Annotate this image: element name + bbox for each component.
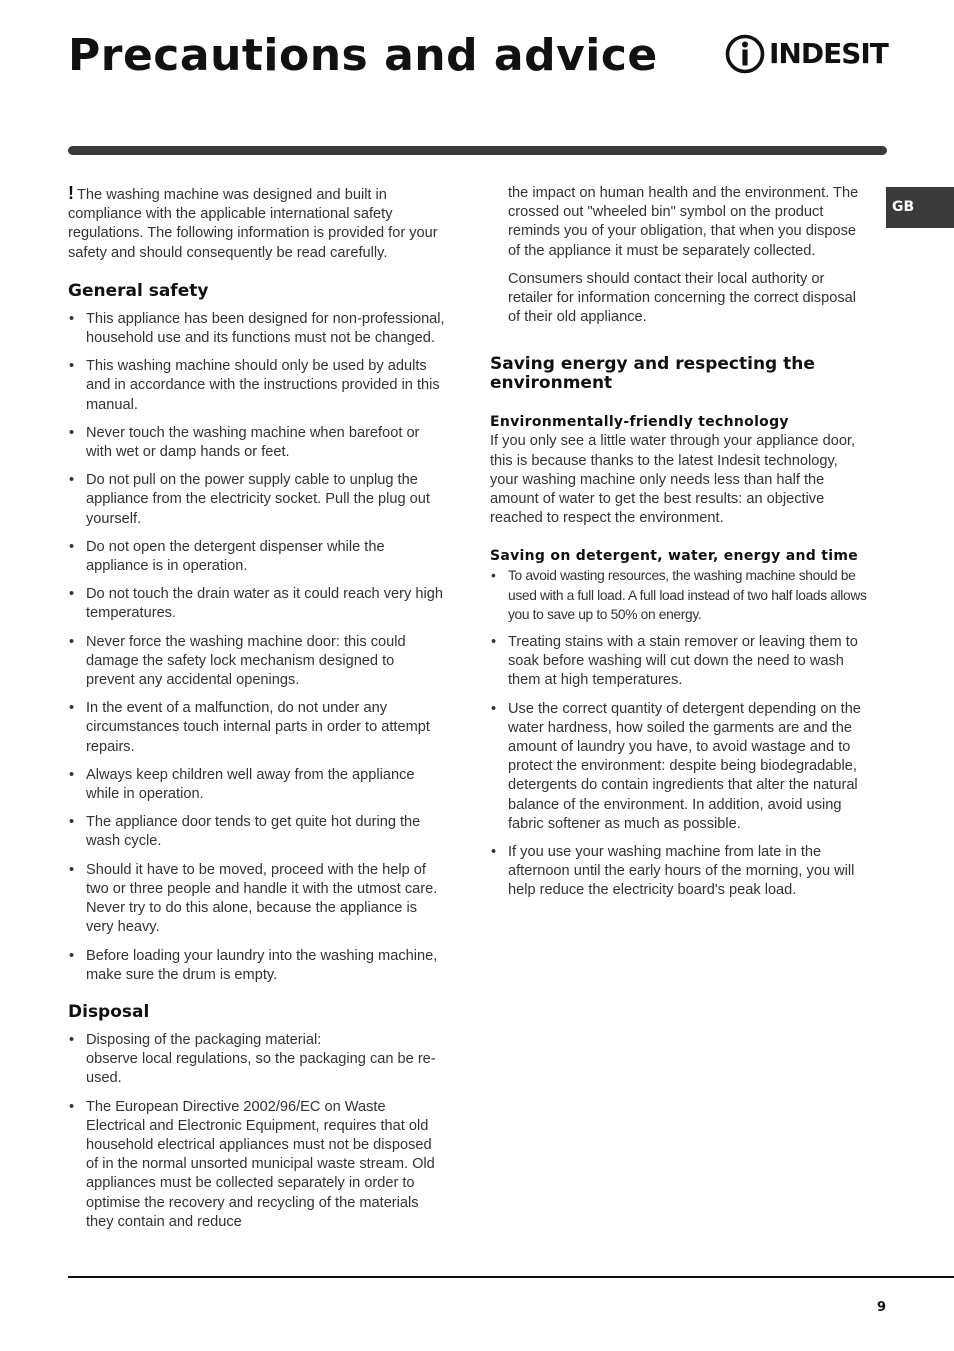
disposal-heading: Disposal <box>68 1001 150 1022</box>
brand-logo <box>725 32 890 78</box>
list-item: • Never force the washing machine door: this could damage the safety lock mechanism designed to prevent any accidental openings. <box>68 633 446 691</box>
list-item: • Do not open the detergent dispenser while the appliance is in operation. <box>68 538 446 576</box>
disposal-item-line2: observe local regulations, so the packaging can be re-used. <box>86 1051 436 1087</box>
list-item: • Should it have to be moved, proceed with the help of two or three people and handle it with the utmost care. Never try to do this alone, because the appliance is very heavy. <box>68 861 446 938</box>
intro-text: The washing machine was designed and built in compliance with the applicable international safety regulations. The following information is provided for your safety and should consequently be read carefully. <box>68 187 438 261</box>
list-item: • This appliance has been designed for non-professional, household use and its functions must not be changed. <box>68 310 446 348</box>
list-item: • Do not touch the drain water as it could reach very high temperatures. <box>68 585 446 623</box>
page-title: Precautions and advice <box>68 30 658 81</box>
indesit-i-icon <box>725 32 765 76</box>
disposal-continued-text: the impact on human health and the environment. The crossed out "wheeled bin" symbol on the product reminds you of your obligation, that when you dispose of the appliance it must be separately collected. <box>508 185 859 259</box>
saving-tips-list <box>490 566 868 900</box>
list-item: • If you use your washing machine from late in the afternoon until the early hours of the morning, you will help reduce the electricity board's peak load. <box>490 843 868 901</box>
list-item: • Never touch the washing machine when barefoot or with wet or damp hands or feet. <box>68 424 446 462</box>
list-item <box>68 1031 446 1089</box>
eco-technology-text: If you only see a little water through your appliance door, this is because thanks to the latest Indesit technology, your washing machine only needs less than half the amount of water to get the best results: an objective reached to respect the environment. <box>490 433 856 527</box>
footer-divider <box>68 1276 954 1278</box>
list-item: • In the event of a malfunction, do not under any circumstances touch internal parts in order to attempt repairs. <box>68 699 446 757</box>
page-number: 9 <box>877 1300 887 1315</box>
list-item: • Before loading your laundry into the washing machine, make sure the drum is empty. <box>68 947 446 985</box>
general-safety-list <box>68 310 446 985</box>
list-item: • Use the correct quantity of detergent depending on the water hardness, how soiled the garments are and the amount of laundry you have, to avoid wastage and to protect the environment: despite being biodegradable, detergents do contain ingredients that alter the natural balance of the environment. In addition, avoid using fabric softener as much as possible. <box>490 700 868 834</box>
warning-mark: ! <box>68 183 74 203</box>
list-item: • Always keep children well away from the appliance while in operation. <box>68 766 446 804</box>
disposal-continued <box>490 184 868 327</box>
list-item: • Treating stains with a stain remover or leaving them to soak before washing will cut down the need to wash them at high temperatures. <box>490 633 868 691</box>
disposal-list <box>68 1031 446 1232</box>
list-item: • This washing machine should only be used by adults and in accordance with the instructions provided in this manual. <box>68 357 446 415</box>
right-column <box>490 184 868 910</box>
saving-energy-heading: Saving energy and respecting the environment <box>490 354 815 394</box>
general-safety-heading: General safety <box>68 280 209 301</box>
intro-paragraph <box>68 184 446 263</box>
brand-wordmark: INDESIT <box>769 37 888 70</box>
disposal-item-line1: Disposing of the packaging material: <box>86 1031 322 1048</box>
eco-technology-heading: Environmentally-friendly technology <box>490 414 789 431</box>
disposal-contact-text: Consumers should contact their local authority or retailer for information concerning the correct disposal of their old appliance. <box>508 270 856 326</box>
saving-tips-heading: Saving on detergent, water, energy and time <box>490 548 859 565</box>
list-item: • To avoid wasting resources, the washing machine should be used with a full load. A full load instead of two half loads allows you to save up to 50% on energy. <box>490 566 868 624</box>
list-item: • The European Directive 2002/96/EC on Waste Electrical and Electronic Equipment, requires that old household electrical appliances must not be disposed of in the normal unsorted municipal waste stream. Old appliances must be collected separately in order to optimise the recovery and recycling of the materials they contain and reduce <box>68 1098 446 1232</box>
list-item: • Do not pull on the power supply cable to unplug the appliance from the electricity socket. Pull the plug out yourself. <box>68 471 446 529</box>
language-tab: GB <box>886 187 954 228</box>
title-divider <box>68 146 887 155</box>
left-column <box>68 184 446 1241</box>
list-item: • The appliance door tends to get quite hot during the wash cycle. <box>68 813 446 851</box>
